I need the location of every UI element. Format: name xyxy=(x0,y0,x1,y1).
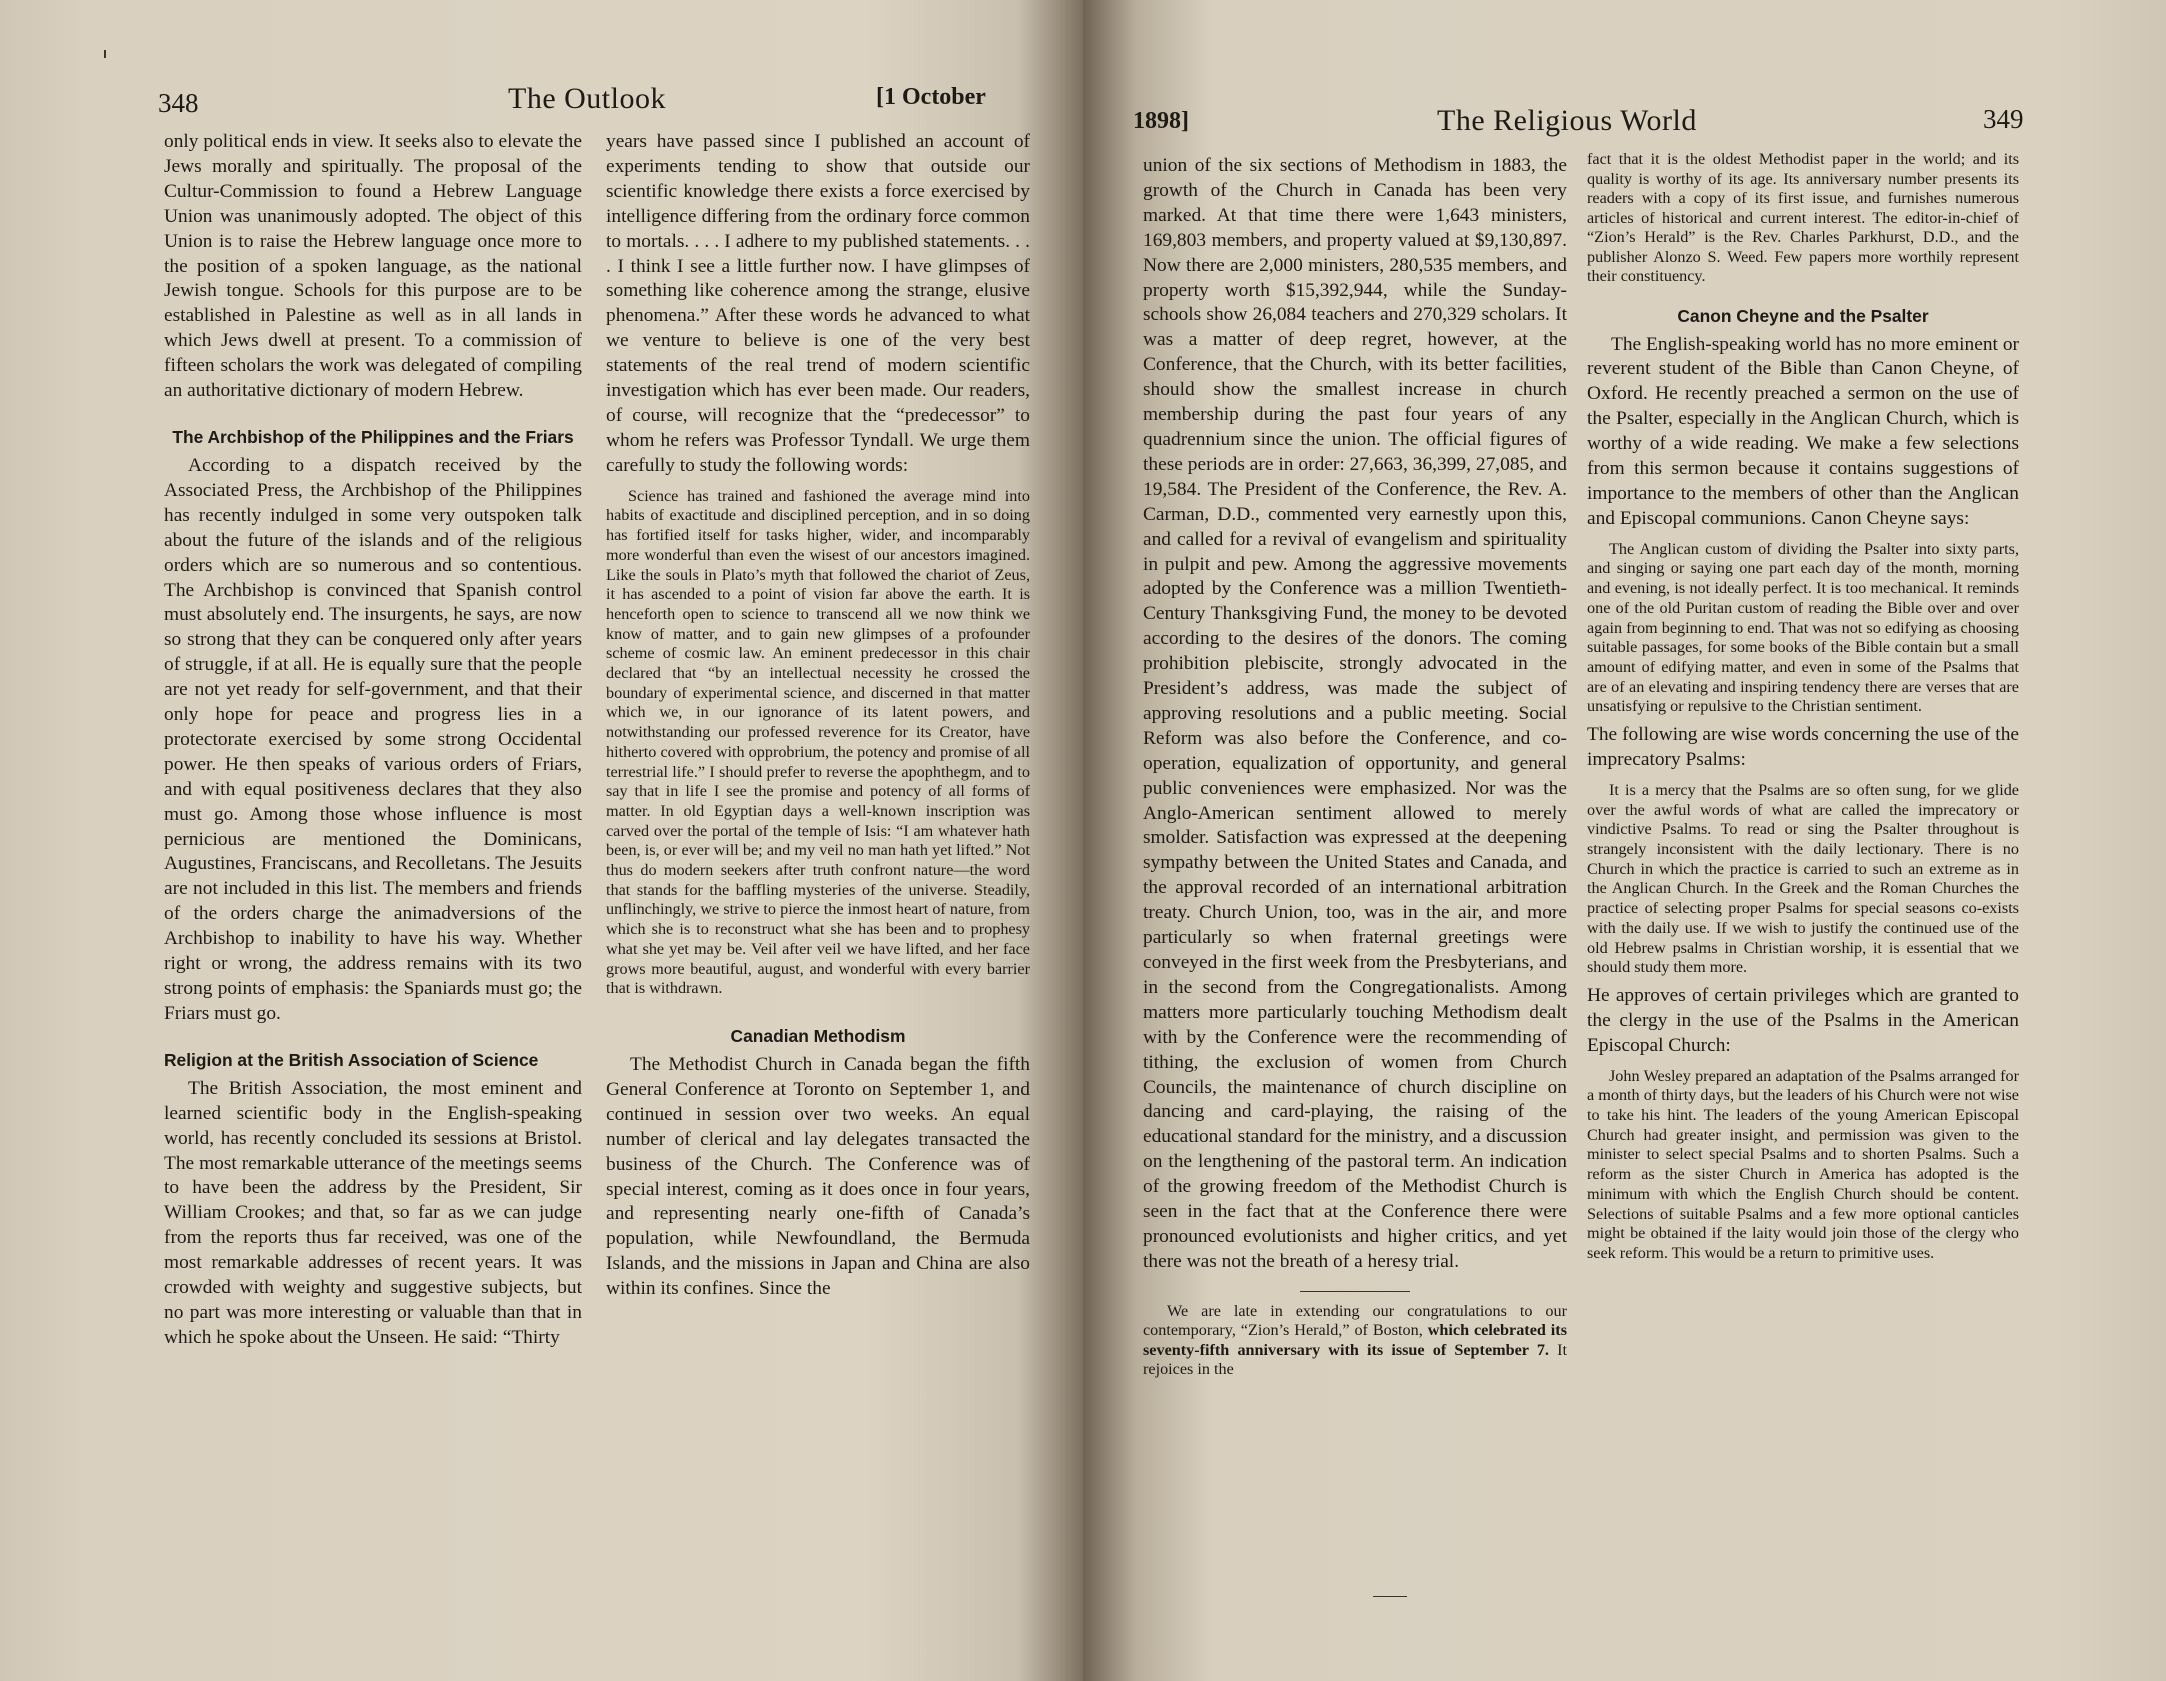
paragraph: According to a dispatch received by the Associated Press, the Archbishop of the Philippines has recently indulged in some very outspoken talk about the future of the islands and of the religious orders which are so numerous and so contentious. The Archbishop is convinced that Spanish control must absolutely end. The insurgents, he says, are now so strong that they can be conquered only after years of struggle, if at all. He is equally sure that the people are not yet ready for self-government, and that their only hope for peace and progress lies in a protectorate exercised by some strong Occidental power. He then speaks of various orders of Friars, and with equal positiveness declares that they also must go. Among those whose influence is most pernicious are mentioned the Dominicans, Augustines, Franciscans, and Recolletans. The Jesuits are not included in this list. The members and friends of the orders charge the animadversions of the Archbishop to inability to have his way. Whether right or wrong, the address remains with its two strong points of emphasis: the Spaniards must go; the Friars must go. xyxy=(164,454,582,1024)
paragraph: union of the six sections of Methodism in 1883, the growth of the Church in Canada has been very marked. At that time there were 1,643 ministers, 169,803 members, and property valued at $9,130,897. Now there are 2,000 ministers, 280,535 members, and property worth $15,392,944, while the Sunday-schools show 26,084 teachers and 270,329 scholars. It was a matter of deep regret, however, at the Conference, that the Church, with its better facilities, should show the smallest increase in church membership during the past four years of any quadrennium since the union. The official figures of these periods are in order: 27,663, 36,399, 27,085, and 19,584. The President of the Conference, the Rev. A. Carman, D.D., commented very earnestly upon this, and called for a revival of evangelism and spirituality in pulpit and pew. Among the aggressive movements adopted by the Conference was a million Twentieth-Century Thanksgiving Fund, the money to be devoted according to the desires of the donors. The coming prohibition plebiscite, strongly advocated in the President’s address, was made the subject of approving resolutions and a public meeting. Social Reform was also before the Conference, and co-operation, equalization of opportunity, and general public conveniences were emphasized. Nor was the Anglo-American sentiment allowed to merely smolder. Satisfaction was expressed at the deepening sympathy between the United States and Canada, and the approval recorded of an international arbitration treaty. Church Union, too, was in the air, and more particularly so when fraternal greetings were conveyed in the first week from the Presbyterians, and in the second from the Congregationalists. Among matters more particularly touching Methodism dealt with by the Conference were the recommending of tithing, the exclusion of women from Church Councils, the maintenance of church discipline on dancing and card-playing, the raising of the educational standard for the ministry, and a discussion on the lengthening of the pastoral term. An indication of the growing freedom of the Methodist Church is seen in the fact that at the Conference there were pronounced evolutionists and higher critics, and yet there was not the breath of a heresy trial. xyxy=(1143,155,1567,1272)
block-quote: The Anglican custom of dividing the Psalter into sixty parts, and singing or saying one part each day of the month, morning and evening, is not ideally perfect. It is too mechanical. It reminds one of the old Puritan custom of reading the Bible over and over again from beginning to end. That was not so edifying as choosing suitable passages, for some books of the Bible contain but a small amount of edifying matter, and even in some of the Psalms that are of an elevating and inspiring tendency there are verses that are unsatisfying or repulsive to the Christian sentiment. xyxy=(1587,539,2019,716)
running-title: The Religious World xyxy=(1437,104,1697,137)
running-title: The Outlook xyxy=(508,82,666,115)
note-bold-text: which celebrated its seventy-fifth anniversary with its issue of September 7. xyxy=(1143,1321,1567,1359)
section-heading: Religion at the British Association of Science xyxy=(164,1049,539,1070)
section-heading: The Archbishop of the Philippines and the Friars xyxy=(172,426,574,447)
paragraph: only political ends in view. It seeks also to elevate the Jews morally and spiritually. The proposal of the Cultur-Commission to found a Hebrew Language Union was unanimously adopted. The object of this Union is to raise the Hebrew language once more to the position of a spoken language, as the national Jewish tongue. Schools for this purpose are to be established in Palestine as well as in all lands in which Jews dwell at present. To a commission of fifteen scholars the work was delegated of compiling an authoritative dictionary of modern Hebrew. xyxy=(164,131,582,402)
print-mark xyxy=(1373,1596,1407,1597)
section-heading: Canadian Methodism xyxy=(730,1025,906,1046)
paragraph: The following are wise words concerning the use of the imprecatory Psalms: xyxy=(1587,724,2019,770)
divider-rule xyxy=(1300,1291,1410,1292)
paragraph: The Methodist Church in Canada began the fifth General Conference at Toronto on September 1, and continued in session over two weeks. An equal number of clerical and lay delegates transacted the business of the Church. The Conference was of special interest, coming as it does once in four years, and representing nearly one-fifth of Canada’s population, while Newfoundland, the Bermuda Islands, and the missions in Japan and China are also within its confines. Since the xyxy=(606,1053,1030,1300)
section-heading: Canon Cheyne and the Psalter xyxy=(1677,305,1929,326)
paragraph: fact that it is the oldest Methodist paper in the world; and its quality is worthy of its age. Its anniversary number presents its readers with a copy of its first issue, and furnishes numerous articles of historical and current interest. The editor-in-chief of “Zion’s Herald” is the Rev. Charles Parkhurst, D.D., and the publisher Alonzo S. Weed. Few papers more worthily represent their constituency. xyxy=(1587,150,2019,285)
paragraph: He approves of certain privileges which are granted to the clergy in the use of the Psalms in the American Episcopal Church: xyxy=(1587,984,2019,1056)
left-column-1 xyxy=(164,130,582,1630)
right-column-2 xyxy=(1587,150,2019,1600)
paragraph: The British Association, the most eminent and learned scientific body in the English-speaking world, has recently concluded its sessions at Bristol. The most remarkable utterance of the meetings seems to have been the address by the President, Sir William Crookes; and that, so far as we can judge from the reports thus far received, was one of the most remarkable addresses of recent years. It was crowded with weighty and suggestive subjects, but no part was more interesting or valuable than that in which he spoke about the Unseen. He said: “Thirty xyxy=(164,1077,582,1348)
page-number: 348 xyxy=(158,88,199,118)
paragraph: The English-speaking world has no more eminent or reverent student of the Bible than Canon Cheyne, of Oxford. He recently preached a sermon on the use of the Psalter, especially in the Anglican Church, which is worthy of a wide reading. We make a few selections from this sermon because it contains suggestions of importance to the members of other than the Anglican and Episcopal communions. Canon Cheyne says: xyxy=(1587,333,2019,529)
print-mark xyxy=(104,50,106,58)
running-date: [1 October xyxy=(876,84,986,110)
page-number: 349 xyxy=(1983,104,2024,134)
note-text: We are late in extending our congratulations to our contemporary, “Zion’s Herald,” of Boston, xyxy=(1143,1301,1567,1340)
news-note xyxy=(1143,1302,1567,1380)
note-text: It rejoices in the xyxy=(1143,1340,1567,1378)
paragraph: years have passed since I published an account of experiments tending to show that outside our scientific knowledge there exists a force exercised by intelligence differing from the ordinary force common to mortals. . . . I adhere to my published statements. . . . I think I see a little further now. I have glimpses of something like coherence among the strange, elusive phenomena.” After these words he advanced to what we venture to believe is one of the very best statements of the real trend of modern scientific investigation which has ever been made. Our readers, of course, will recognize that the “predecessor” to whom he refers was Professor Tyndall. We urge them carefully to study the following words: xyxy=(606,131,1030,476)
right-page xyxy=(1083,0,2166,1681)
running-date: 1898] xyxy=(1133,108,1189,134)
block-quote: It is a mercy that the Psalms are so often sung, for we glide over the awful words of what are called the imprecatory or vindictive Psalms. To read or sing the Psalter throughout is strangely inconsistent with the daily lectionary. There is no Church in which the practice is carried to such an extreme as in the Anglican Church. In the Greek and the Roman Churches the practice of selecting proper Psalms for special seasons co-exists with the daily use. If we wish to justify the continued use of the old Hebrew psalms in Christian worship, it is essential that we should study them more. xyxy=(1587,780,2019,977)
block-quote: John Wesley prepared an adaptation of the Psalms arranged for a month of thirty days, but the leaders of his Church were not wise to take his hint. The leaders of the young American Episcopal Church had greater insight, and permission was given to the minister to select special Psalms and to shorten Psalms. Such a reform as the sister Church in America has adopted is the minimum with which the English Church should be content. Selections of suitable Psalms and a few more optional canticles might be obtained if the laity would join those of the clergy who seek reform. This would be a return to primitive uses. xyxy=(1587,1066,2019,1262)
right-column-1 xyxy=(1143,154,1567,1594)
left-column-2 xyxy=(606,130,1030,1630)
block-quote: Science has trained and fashioned the average mind into habits of exactitude and disciplined perception, and in so doing has fortified itself for tasks higher, wider, and incomparably more wonderful than even the wisest of our ancestors imagined. Like the souls in Plato’s myth that followed the chariot of Zeus, it has ascended to a point of vision far above the earth. It is henceforth open to science to transcend all we now think we know of matter, and to gain new glimpses of a profounder scheme of cosmic law. An eminent predecessor in this chair declared that “by an intellectual necessity he crossed the boundary of experimental science, and discerned in that matter which we, in our ignorance of its latent powers, and notwithstanding our professed reverence for its Creator, have hitherto covered with opprobrium, the potency and promise of all terrestrial life.” I should prefer to reverse the apophthegm, and to say that in life I see the promise and potency of all forms of matter. In old Egyptian days a well-known inscription was carved over the portal of the temple of Isis: “I am whatever hath been, is, or ever will be; and my veil no man hath yet lifted.” Not thus do modern seekers after truth confront nature—the word that stands for the baffling mysteries of the universe. Steadily, unflinchingly, we strive to pierce the inmost heart of nature, from which she is to reconstruct what she has been and to prophesy what she yet may be. Veil after veil we have lifted, and her face grows more beautiful, august, and wonderful with every barrier that is withdrawn. xyxy=(606,486,1030,998)
